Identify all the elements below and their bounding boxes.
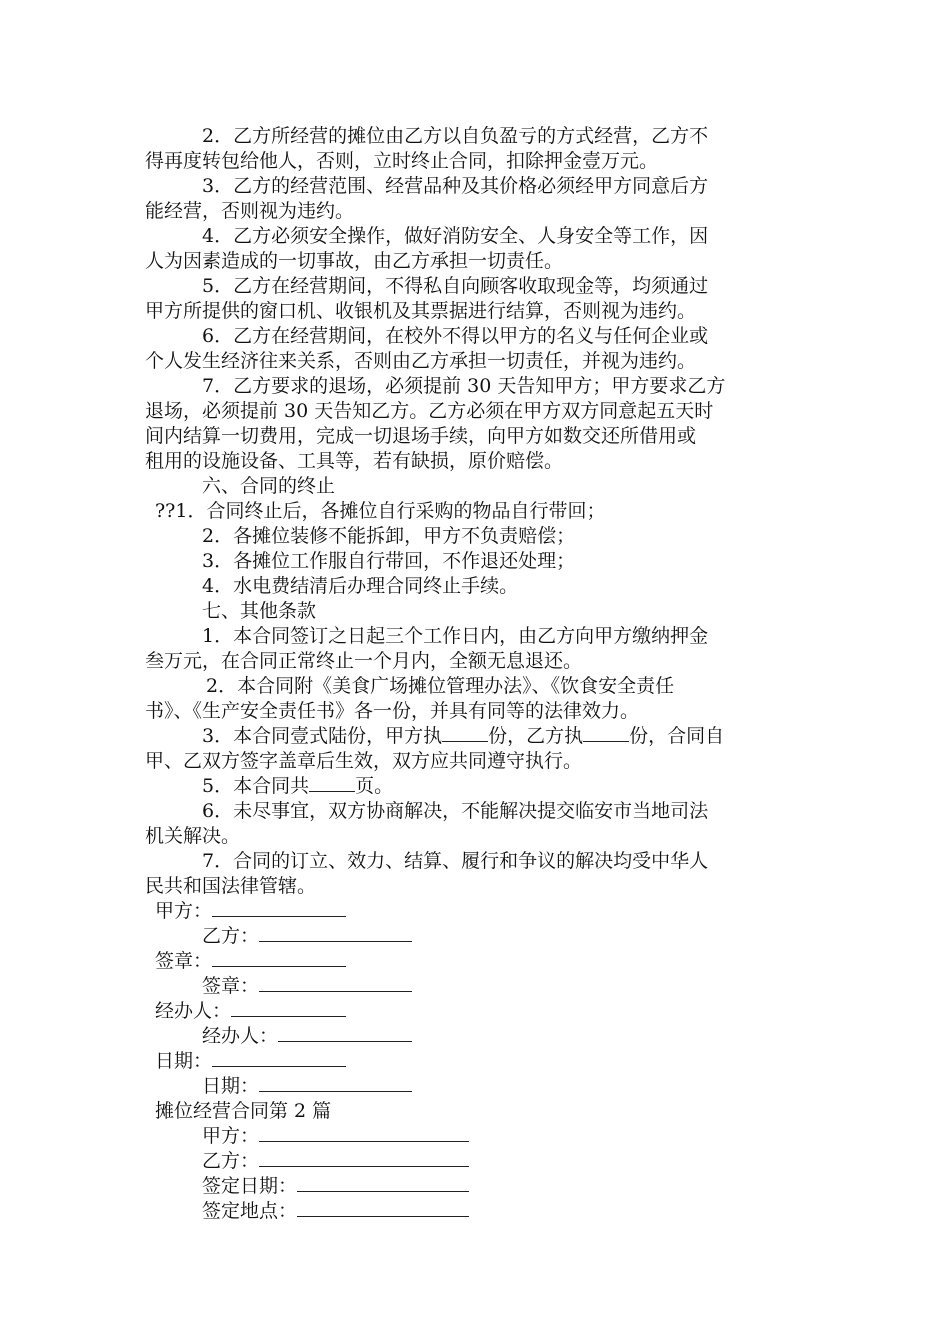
- clause-3-line-2: 能经营，否则视为违约。: [145, 200, 355, 222]
- party-b-signature: [202, 924, 412, 949]
- sign-date-label: 签定日期：: [202, 1175, 298, 1197]
- party-a-seal: [155, 949, 346, 974]
- second-party-b-label: 乙方：: [202, 1150, 260, 1172]
- clause-3-line-1: 3．乙方的经营范围、经营品种及其价格必须经甲方同意后方: [202, 175, 709, 197]
- party-b-label: 乙方：: [202, 925, 260, 947]
- clause-2-line-1: 2．乙方所经营的摊位由乙方以自负盈亏的方式经营，乙方不: [202, 125, 709, 147]
- second-party-b-blank: [259, 1149, 469, 1167]
- second-contract-title: 摊位经营合同第 2 篇: [155, 1100, 332, 1122]
- section-7-clause-6-line-1: 6．未尽事宜，双方协商解决，不能解决提交临安市当地司法: [202, 800, 709, 822]
- second-party-b: [202, 1149, 469, 1174]
- section-7-clause-2-line-2: 书》、《生产安全责任书》各一份，并具有同等的法律效力。: [145, 700, 640, 722]
- section-7-clause-6-line-2: 机关解决。: [145, 825, 241, 847]
- section-7-clause-7-line-2: 民共和国法律管辖。: [145, 875, 317, 897]
- section-6-item-3: 3．各摊位工作服自行带回，不作退还处理；: [202, 550, 576, 572]
- party-b-date: [202, 1074, 412, 1099]
- date-b-blank: [259, 1074, 412, 1092]
- section-6-item-2: 2．各摊位装修不能拆卸，甲方不负责赔偿；: [202, 525, 576, 547]
- second-sign-date: [202, 1174, 469, 1199]
- section-7-clause-7-line-1: 7．合同的订立、效力、结算、履行和争议的解决均受中华人: [202, 850, 709, 872]
- party-a-date: [155, 1049, 346, 1074]
- date-a-blank: [212, 1049, 346, 1067]
- party-b-blank: [259, 924, 412, 942]
- section-7-clause-1-line-1: 1．本合同签订之日起三个工作日内，由乙方向甲方缴纳押金: [202, 625, 709, 647]
- party-a-signature: [155, 899, 346, 924]
- seal-b-blank: [259, 974, 412, 992]
- section-7-clause-5: [145, 774, 867, 799]
- seal-b-label: 签章：: [202, 975, 260, 997]
- clause-3-text-b: 份，乙方执: [488, 725, 584, 747]
- clause-6-line-2: 个人发生经济往来关系，否则由乙方承担一切责任，并视为违约。: [145, 350, 697, 372]
- second-party-a-blank: [259, 1124, 469, 1142]
- date-b-label: 日期：: [202, 1075, 260, 1097]
- agent-b-blank: [278, 1024, 412, 1042]
- clause-5-text-b: 页。: [355, 775, 394, 797]
- copies-b-blank: [583, 724, 629, 742]
- agent-b-label: 经办人：: [202, 1025, 279, 1047]
- second-party-a: [202, 1124, 469, 1149]
- seal-a-label: 签章：: [155, 950, 213, 972]
- clause-7-line-4: 租用的设施设备、工具等，若有缺损，原价赔偿。: [145, 450, 564, 472]
- section-7-clause-3-line-1: [145, 724, 867, 749]
- party-a-blank: [212, 899, 346, 917]
- clause-4-line-1: 4．乙方必须安全操作，做好消防安全、人身安全等工作，因: [202, 225, 709, 247]
- second-party-a-label: 甲方：: [202, 1125, 260, 1147]
- clause-5-text-a: 5．本合同共: [202, 775, 310, 797]
- agent-a-blank: [231, 999, 346, 1017]
- clause-5-line-2: 甲方所提供的窗口机、收银机及其票据进行结算，否则视为违约。: [145, 300, 697, 322]
- party-b-agent: [202, 1024, 412, 1049]
- pages-blank: [309, 774, 355, 792]
- copies-a-blank: [442, 724, 488, 742]
- clause-6-line-1: 6．乙方在经营期间，在校外不得以甲方的名义与任何企业或: [202, 325, 709, 347]
- clause-7-line-3: 间内结算一切费用，完成一切退场手续，向甲方如数交还所借用或: [145, 425, 697, 447]
- date-a-label: 日期：: [155, 1050, 213, 1072]
- section-7-clause-3-line-2: 甲、乙双方签字盖章后生效，双方应共同遵守执行。: [145, 750, 583, 772]
- section-7-clause-1-line-2: 叁万元，在合同正常终止一个月内，全额无息退还。: [145, 650, 583, 672]
- party-a-agent: [155, 999, 346, 1024]
- second-sign-place: [202, 1199, 469, 1224]
- clause-7-line-1: 7．乙方要求的退场，必须提前 30 天告知甲方；甲方要求乙方: [202, 375, 726, 397]
- clause-5-line-1: 5．乙方在经营期间，不得私自向顾客收取现金等，均须通过: [202, 275, 709, 297]
- party-a-label: 甲方：: [155, 900, 213, 922]
- clause-2-line-2: 得再度转包给他人，否则，立时终止合同，扣除押金壹万元。: [145, 150, 659, 172]
- clause-3-text-c: 份，合同自: [629, 725, 725, 747]
- seal-a-blank: [212, 949, 346, 967]
- sign-place-label: 签定地点：: [202, 1200, 298, 1222]
- clause-4-line-2: 人为因素造成的一切事故，由乙方承担一切责任。: [145, 250, 564, 272]
- sign-date-blank: [297, 1174, 469, 1192]
- agent-a-label: 经办人：: [155, 1000, 232, 1022]
- section-6-item-1: ??1．合同终止后，各摊位自行采购的物品自行带回；: [155, 500, 606, 522]
- clause-3-text-a: 3．本合同壹式陆份，甲方执: [202, 725, 443, 747]
- section-7-heading: 七、其他条款: [202, 600, 317, 622]
- section-6-heading: 六、合同的终止: [202, 475, 336, 497]
- clause-7-line-2: 退场，必须提前 30 天告知乙方。乙方必须在甲方双方同意起五天时: [145, 400, 714, 422]
- section-6-item-4: 4．水电费结清后办理合同终止手续。: [202, 575, 519, 597]
- section-7-clause-2-line-1: 2．本合同附《美食广场摊位管理办法》、《饮食安全责任: [206, 675, 675, 697]
- party-b-seal: [202, 974, 412, 999]
- sign-place-blank: [297, 1199, 469, 1217]
